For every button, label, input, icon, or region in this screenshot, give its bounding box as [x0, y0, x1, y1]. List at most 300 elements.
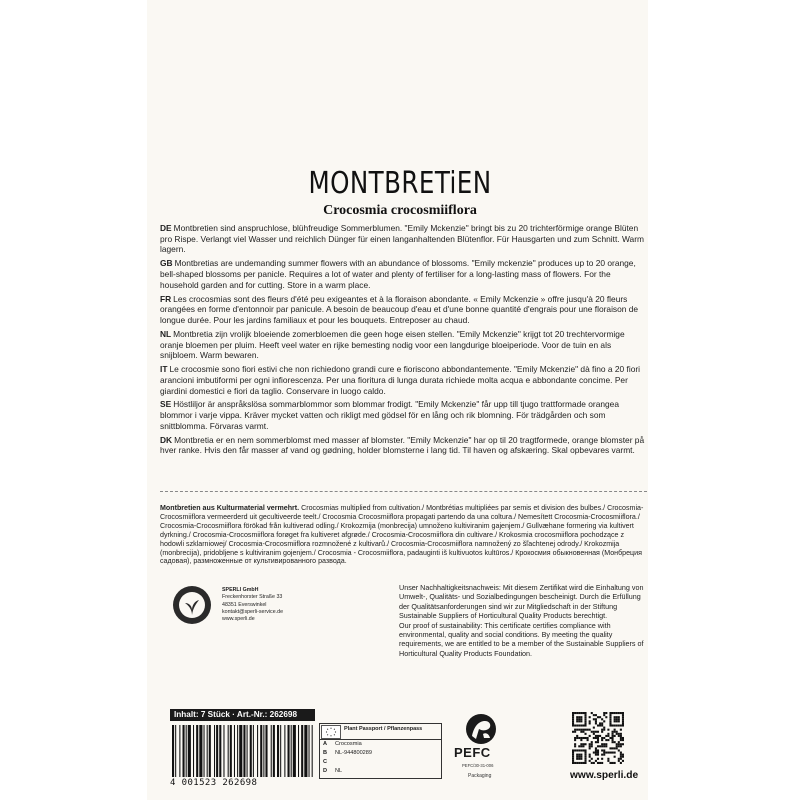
qr-module	[595, 737, 597, 739]
qr-module	[614, 720, 616, 722]
barcode-bar	[291, 725, 292, 777]
company-address	[222, 587, 283, 623]
qr-module	[601, 724, 603, 726]
qr-module	[618, 741, 620, 743]
qr-module	[618, 758, 620, 760]
qr-module	[622, 722, 624, 724]
qr-module	[576, 724, 578, 726]
qr-module	[584, 729, 586, 731]
description-se	[160, 399, 647, 431]
qr-module	[620, 743, 622, 745]
qr-module	[574, 743, 576, 745]
pefc-code: PEFC/30-31-006	[462, 763, 494, 768]
barcode-bar	[288, 725, 290, 777]
qr-module	[601, 762, 603, 764]
origin-statement	[160, 504, 650, 566]
qr-module	[584, 758, 586, 760]
qr-module	[612, 737, 614, 739]
qr-module	[574, 745, 576, 747]
qr-module	[620, 712, 622, 714]
pefc-label: PEFC	[454, 745, 491, 760]
qr-module	[612, 735, 614, 737]
qr-module	[576, 756, 578, 758]
description-dk	[160, 435, 647, 456]
qr-module	[614, 756, 616, 758]
barcode-bar	[230, 725, 232, 777]
qr-module	[616, 724, 618, 726]
qr-module	[576, 758, 578, 760]
qr-module	[618, 760, 620, 762]
qr-module	[589, 756, 591, 758]
qr-module	[614, 762, 616, 764]
qr-module	[622, 737, 624, 739]
qr-module	[597, 741, 599, 743]
qr-module	[609, 714, 611, 716]
qr-module	[601, 718, 603, 720]
barcode-bar	[312, 725, 313, 777]
qr-module	[612, 747, 614, 749]
qr-module	[618, 718, 620, 720]
qr-module	[587, 729, 589, 731]
barcode-bar	[309, 725, 310, 777]
qr-module	[616, 720, 618, 722]
qr-module	[599, 722, 601, 724]
passport-value: NL-944800289	[335, 750, 373, 756]
qr-module	[580, 754, 582, 756]
qr-module	[601, 749, 603, 751]
qr-module	[614, 741, 616, 743]
qr-module	[618, 749, 620, 751]
qr-module	[591, 758, 593, 760]
qr-module	[609, 724, 611, 726]
qr-module	[603, 729, 605, 731]
qr-module	[599, 716, 601, 718]
qr-module	[578, 729, 580, 731]
qr-module	[616, 743, 618, 745]
barcode-bar	[216, 725, 218, 777]
barcode-bar	[257, 725, 258, 777]
qr-module	[620, 754, 622, 756]
qr-module	[574, 737, 576, 739]
barcode-bar	[188, 725, 191, 777]
barcode-bar	[237, 725, 238, 777]
qr-module	[591, 745, 593, 747]
qr-module	[595, 722, 597, 724]
qr-module	[584, 724, 586, 726]
description-fr	[160, 294, 647, 326]
qr-module	[618, 724, 620, 726]
qr-module	[582, 737, 584, 739]
qr-module	[620, 724, 622, 726]
qr-module	[607, 760, 609, 762]
qr-module	[612, 724, 614, 726]
qr-module	[622, 712, 624, 714]
qr-module	[614, 724, 616, 726]
description-it	[160, 364, 647, 396]
qr-module	[582, 762, 584, 764]
qr-module	[603, 714, 605, 716]
lang-code: NL	[160, 328, 172, 339]
qr-module	[597, 716, 599, 718]
qr-module	[618, 716, 620, 718]
qr-module	[603, 737, 605, 739]
qr-module	[595, 741, 597, 743]
qr-module	[609, 747, 611, 749]
qr-module	[584, 762, 586, 764]
barcode-bar	[204, 725, 205, 777]
qr-module	[578, 749, 580, 751]
qr-module	[572, 714, 574, 716]
barcode-bar	[207, 725, 208, 777]
qr-module	[580, 724, 582, 726]
qr-module	[612, 752, 614, 754]
qr-module	[580, 758, 582, 760]
qr-module	[620, 758, 622, 760]
qr-module	[589, 735, 591, 737]
qr-module	[593, 733, 595, 735]
qr-module	[589, 729, 591, 731]
qr-module	[589, 722, 591, 724]
passport-title: Plant Passport / Pflanzenpass	[344, 726, 423, 732]
qr-module	[576, 720, 578, 722]
qr-module	[574, 712, 576, 714]
qr-module	[614, 731, 616, 733]
qr-module	[589, 743, 591, 745]
qr-module	[593, 762, 595, 764]
qr-module	[595, 714, 597, 716]
origin-lead: Montbretien aus Kulturmaterial vermehrt.	[160, 504, 300, 512]
qr-module	[622, 756, 624, 758]
qr-module	[576, 749, 578, 751]
barcode-bar	[239, 725, 242, 777]
qr-module	[576, 737, 578, 739]
qr-module	[593, 737, 595, 739]
certificate-en: Our proof of sustainability: This certificate certifies compliance with environmental, quality and social conditions. By meeting the quality requirements, we are entitled to be a member of the Sustainable Suppliers of Horticultural Quality Products Foundation.	[399, 620, 644, 658]
qr-module	[614, 716, 616, 718]
description-text: Les crocosmias sont des fleurs d'été peu exigeantes et à la floraison abondante. « Emily Mckenzie » offre jusqu'à 20 fleurs orangées en forme d'entonnoir par panicule. A besoin de beaucoup d'eau et d'une bonne quantité d'engrais pour une floraison de longue durée. Pour les jardins familiaux et pour les bouquets. Entreposer au chaud.	[160, 293, 639, 325]
qr-module	[593, 731, 595, 733]
qr-module	[578, 745, 580, 747]
qr-module	[572, 712, 574, 714]
qr-module	[601, 758, 603, 760]
qr-module	[578, 762, 580, 764]
qr-module	[603, 752, 605, 754]
qr-module	[620, 737, 622, 739]
qr-module	[572, 716, 574, 718]
barcode-bar	[253, 725, 254, 777]
qr-module	[609, 718, 611, 720]
qr-module	[580, 743, 582, 745]
qr-module	[618, 743, 620, 745]
qr-module	[580, 749, 582, 751]
qr-module	[622, 724, 624, 726]
qr-module	[595, 752, 597, 754]
qr-module	[572, 724, 574, 726]
qr-module	[572, 756, 574, 758]
qr-module	[582, 712, 584, 714]
plant-passport	[319, 723, 442, 779]
divider	[160, 491, 647, 492]
qr-module	[616, 712, 618, 714]
qr-module	[599, 745, 601, 747]
description-text: Höstliljor är anspråkslösa sommarblommor som blommar frodigt. "Emily Mckenzie" får upp till tjugo trattformade orangea blommor i varje vippa. Kräver mycket vatten och rikligt med gödsel för en lång och rik blomning. För trädgården och som snittblomma. Förvaras varmt.	[160, 399, 619, 431]
qr-module	[584, 714, 586, 716]
barcode-bar	[175, 725, 176, 777]
qr-module	[603, 749, 605, 751]
barcode-bar	[243, 725, 245, 777]
qr-module	[580, 737, 582, 739]
qr-module	[605, 745, 607, 747]
qr-module	[587, 739, 589, 741]
qr-module	[572, 760, 574, 762]
qr-module	[582, 743, 584, 745]
barcode-bar	[293, 725, 296, 777]
company-name: SPERLI GmbH	[222, 587, 259, 593]
barcode-bar	[183, 725, 185, 777]
description-text: Montbretia er en nem sommerblomst med masser af blomster. "Emily Mckenzie" har op til 20 tragtformede, orange blomster på hver ranke. Hvis den får masser af vand og gødning, holder blomsterne i lang tid. Til haven og afskæring. Skal opbevares varmt.	[160, 434, 645, 456]
qr-module	[620, 733, 622, 735]
eu-flag-icon	[321, 725, 341, 739]
qr-module	[574, 762, 576, 764]
barcode-bar	[284, 725, 285, 777]
qr-module	[580, 739, 582, 741]
qr-module	[584, 718, 586, 720]
qr-module	[587, 737, 589, 739]
qr-module	[612, 731, 614, 733]
passport-row	[323, 759, 335, 765]
qr-module	[576, 718, 578, 720]
qr-module	[574, 731, 576, 733]
product-title: MONTBRETiEN	[308, 166, 492, 201]
company-web: www.sperli.de	[222, 616, 255, 623]
qr-module	[601, 729, 603, 731]
qr-module	[607, 752, 609, 754]
qr-module	[595, 747, 597, 749]
qr-module	[622, 720, 624, 722]
qr-module	[614, 735, 616, 737]
barcode-bar	[228, 725, 229, 777]
qr-module	[578, 716, 580, 718]
qr-module	[584, 743, 586, 745]
certificate-de: Unser Nachhaltigkeitsnachweis: Mit diesem Zertifikat wird die Einhaltung von Umwelt-, Qualitäts- und Sozialbedingungen bescheinigt. Durch die Erfüllung der Qualitätsanforderungen sind wir zur Mitgliedschaft in der Stiftung Sustainable Suppliers of Horticultural Quality Products berechtigt.	[399, 583, 644, 621]
qr-module	[595, 760, 597, 762]
qr-module	[578, 737, 580, 739]
qr-module	[572, 722, 574, 724]
qr-module	[614, 729, 616, 731]
lang-code: SE	[160, 399, 172, 410]
qr-module	[620, 752, 622, 754]
qr-module	[620, 762, 622, 764]
qr-module	[597, 749, 599, 751]
qr-module	[603, 712, 605, 714]
qr-module	[572, 749, 574, 751]
qr-module	[572, 762, 574, 764]
qr-module	[609, 722, 611, 724]
qr-module	[605, 752, 607, 754]
qr-module	[605, 735, 607, 737]
qr-module	[578, 758, 580, 760]
qr-module	[622, 716, 624, 718]
qr-module	[580, 762, 582, 764]
qr-module	[584, 756, 586, 758]
qr-module	[597, 752, 599, 754]
lang-code: IT	[160, 364, 168, 375]
qr-module	[582, 724, 584, 726]
qr-module	[605, 716, 607, 718]
qr-module	[582, 749, 584, 751]
barcode-bar	[186, 725, 187, 777]
qr-module	[593, 714, 595, 716]
qr-module	[603, 754, 605, 756]
lang-code: DE	[160, 223, 172, 233]
qr-module	[607, 758, 609, 760]
qr-module	[576, 735, 578, 737]
qr-module	[589, 716, 591, 718]
description-gb	[160, 258, 647, 290]
qr-module	[618, 735, 620, 737]
qr-module	[572, 752, 574, 754]
barcode-bar	[263, 725, 264, 777]
qr-module	[591, 741, 593, 743]
qr-module	[580, 718, 582, 720]
qr-module	[589, 760, 591, 762]
qr-module	[605, 743, 607, 745]
barcode-bar	[301, 725, 303, 777]
qr-code[interactable]	[572, 712, 624, 764]
qr-module	[576, 762, 578, 764]
qr-module	[589, 747, 591, 749]
qr-module	[616, 747, 618, 749]
passport-value: Crocosmia	[335, 741, 362, 747]
qr-module	[580, 745, 582, 747]
passport-key: D	[323, 768, 328, 774]
qr-module	[612, 712, 614, 714]
qr-module	[572, 720, 574, 722]
qr-module	[578, 720, 580, 722]
qr-module	[580, 756, 582, 758]
qr-module	[597, 745, 599, 747]
qr-module	[580, 716, 582, 718]
qr-module	[574, 724, 576, 726]
qr-module	[597, 754, 599, 756]
qr-module	[612, 733, 614, 735]
qr-module	[593, 752, 595, 754]
multilingual-description	[160, 223, 647, 459]
qr-module	[595, 735, 597, 737]
sustainability-certificate	[399, 583, 649, 658]
qr-module	[614, 747, 616, 749]
qr-module	[603, 743, 605, 745]
qr-module	[582, 729, 584, 731]
barcode-bar	[298, 725, 299, 777]
qr-module	[607, 739, 609, 741]
qr-module	[572, 718, 574, 720]
qr-module	[622, 760, 624, 762]
qr-module	[597, 735, 599, 737]
qr-module	[572, 758, 574, 760]
qr-module	[618, 720, 620, 722]
qr-module	[593, 727, 595, 729]
barcode-bar	[265, 725, 267, 777]
qr-module	[593, 718, 595, 720]
packaging-label: Packaging	[468, 773, 492, 779]
qr-module	[584, 716, 586, 718]
qr-module	[614, 752, 616, 754]
qr-module	[603, 720, 605, 722]
barcode-bar	[223, 725, 224, 777]
qr-module	[597, 737, 599, 739]
qr-module	[595, 731, 597, 733]
description-de	[160, 223, 647, 255]
qr-module	[601, 731, 603, 733]
barcode-bar	[247, 725, 248, 777]
qr-module	[612, 762, 614, 764]
qr-module	[576, 712, 578, 714]
qr-module	[574, 739, 576, 741]
qr-module	[622, 754, 624, 756]
qr-module	[616, 731, 618, 733]
qr-module	[591, 743, 593, 745]
qr-module	[580, 720, 582, 722]
qr-module	[603, 745, 605, 747]
qr-module	[578, 724, 580, 726]
qr-module	[589, 754, 591, 756]
barcode-bar	[273, 725, 275, 777]
website-link[interactable]: www.sperli.de	[570, 770, 639, 781]
barcode	[170, 725, 315, 777]
qr-module	[616, 733, 618, 735]
qr-module	[584, 752, 586, 754]
qr-module	[603, 727, 605, 729]
qr-module	[580, 712, 582, 714]
qr-module	[584, 760, 586, 762]
barcode-bar	[179, 725, 180, 777]
qr-module	[595, 720, 597, 722]
company-city: 48351 Everswinkel	[222, 601, 267, 608]
barcode-bar	[260, 725, 262, 777]
qr-module	[582, 745, 584, 747]
qr-module	[616, 716, 618, 718]
qr-module	[607, 735, 609, 737]
qr-module	[622, 739, 624, 741]
qr-module	[622, 714, 624, 716]
qr-module	[578, 718, 580, 720]
qr-module	[591, 712, 593, 714]
qr-module	[620, 729, 622, 731]
barcode-bar	[277, 725, 279, 777]
description-nl	[160, 329, 647, 361]
qr-module	[572, 731, 574, 733]
origin-text: Crocosmias multiplied from cultivation./ Montbrétias multipliées par semis et division des bulbes./ Crocosmia-Crocosmiiflora vermeerderd uit gecultiveerde teelt./ Crocosmia Crocosmiiflora propagati partendo da una coltura./ Nemesített Crocosmia-Crocosmiiflora./ Crocosmia-Crocosmiiflora förökad från kultiverad odling./ Krokozmija (monbrecija) umnoženo kultiviranim gajenjem./ Gullvæhane formering via kultivert dyrkning./ Crocosmia-Crocosmiiflora forøget fra kultiveret afgrøde./ Crocosmia-Crocosmiiflora din cultivare./ Krokosmia crocosmiiflora pochodzące z hodowli szklarniowej/ Crocosmia-Crocosmiiflora rozmnožené z kultivarů./ Crocosmia-Crocosmiiflora namnožený zo šľachtenej odrody./ Krokozmija (monbrecija), pridobljene s kultiviranim gojenjem./ Crocosmia - Crocosmiiflora, padauginti iš kultivuotos kultūros./ Крокосмия обыкновенная (Монбреция садовая), размноженные от культивированного развода.	[160, 504, 644, 566]
qr-module	[609, 762, 611, 764]
qr-module	[584, 737, 586, 739]
qr-module	[609, 716, 611, 718]
passport-value: NL	[335, 768, 343, 774]
qr-module	[607, 729, 609, 731]
qr-module	[580, 731, 582, 733]
qr-module	[578, 712, 580, 714]
qr-module	[616, 745, 618, 747]
qr-module	[584, 720, 586, 722]
qr-module	[605, 712, 607, 714]
barcode-bar	[219, 725, 221, 777]
qr-module	[589, 720, 591, 722]
description-text: Montbretias are undemanding summer flowers with an abundance of blossoms. "Emily mckenzie" produces up to 20 orange, bell-shaped blossoms per panicle. Requires a lot of water and plenty of fertiliser for a long-lasting mass of flowers. For the household garden and for cutting. Store in a warm place.	[160, 258, 636, 290]
passport-row	[323, 741, 362, 747]
qr-module	[574, 729, 576, 731]
barcode-bar	[209, 725, 211, 777]
qr-module	[584, 712, 586, 714]
